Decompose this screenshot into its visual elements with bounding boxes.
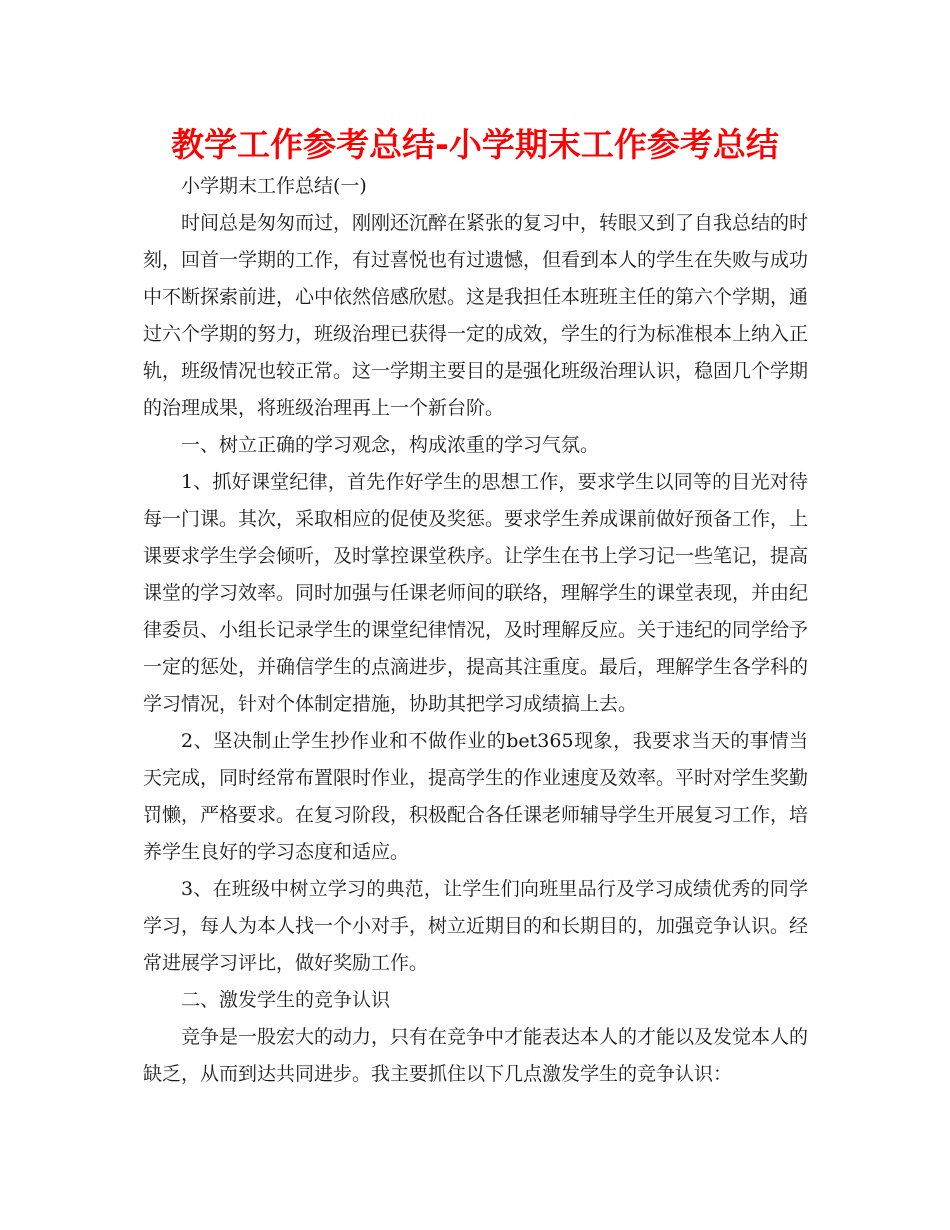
paragraph-point-2: 2、坚决制止学生抄作业和不做作业的bet365现象，我要求当天的事情当天完成，同时经常布置限时作业，提高学生的作业速度及效率。平时对学生奖勤罚懒，严格要求。在复习阶段，积极配合各任课老师辅导学生开展复习工作，培养学生良好的学习态度和适应。 — [143, 730, 809, 863]
document-title: 教学工作参考总结-小学期末工作参考总结 — [171, 125, 779, 164]
section-heading-1: 一、树立正确的学习观念，构成浓重的学习气氛。 — [181, 434, 600, 456]
document-body — [143, 168, 808, 1093]
document-subtitle: 小学期末工作总结(一) — [181, 175, 367, 197]
paragraph-point-3: 3、在班级中树立学习的典范，让学生们向班里品行及学习成绩优秀的同学学习，每人为本人找一个小对手，树立近期目的和长期目的，加强竞争认识。经常进展学习评比，做好奖励工作。 — [143, 878, 809, 974]
paragraph-competition: 竞争是一股宏大的动力，只有在竞争中才能表达本人的才能以及发觉本人的缺乏，从而到达共同进步。我主要抓住以下几点激发学生的竞争认识： — [143, 1026, 809, 1085]
paragraph-point-1: 1、抓好课堂纪律，首先作好学生的思想工作，要求学生以同等的目光对待每一门课。其次，采取相应的促使及奖惩。要求学生养成课前做好预备工作，上课要求学生学会倾听，及时掌控课堂秩序。让学生在书上学习记一些笔记，提高课堂的学习效率。同时加强与任课老师间的联络，理解学生的课堂表现，并由纪律委员、小组长记录学生的课堂纪律情况，及时理解反应。关于违纪的同学给予一定的惩处，并确信学生的点滴进步，提高其注重度。最后，理解学生各学科的学习情况，针对个体制定措施，协助其把学习成绩搞上去。 — [143, 471, 809, 715]
section-heading-2: 二、激发学生的竞争认识 — [181, 989, 391, 1011]
paragraph-intro: 时间总是匆匆而过，刚刚还沉醉在紧张的复习中，转眼又到了自我总结的时刻，回首一学期的工作，有过喜悦也有过遗憾，但看到本人的学生在失败与成功中不断探索前进，心中依然倍感欣慰。这是我担任本班班主任的第六个学期，通过六个学期的努力，班级治理已获得一定的成效，学生的行为标准根本上纳入正轨，班级情况也较正常。这一学期主要目的是强化班级治理认识，稳固几个学期的治理成果，将班级治理再上一个新台阶。 — [143, 212, 809, 419]
